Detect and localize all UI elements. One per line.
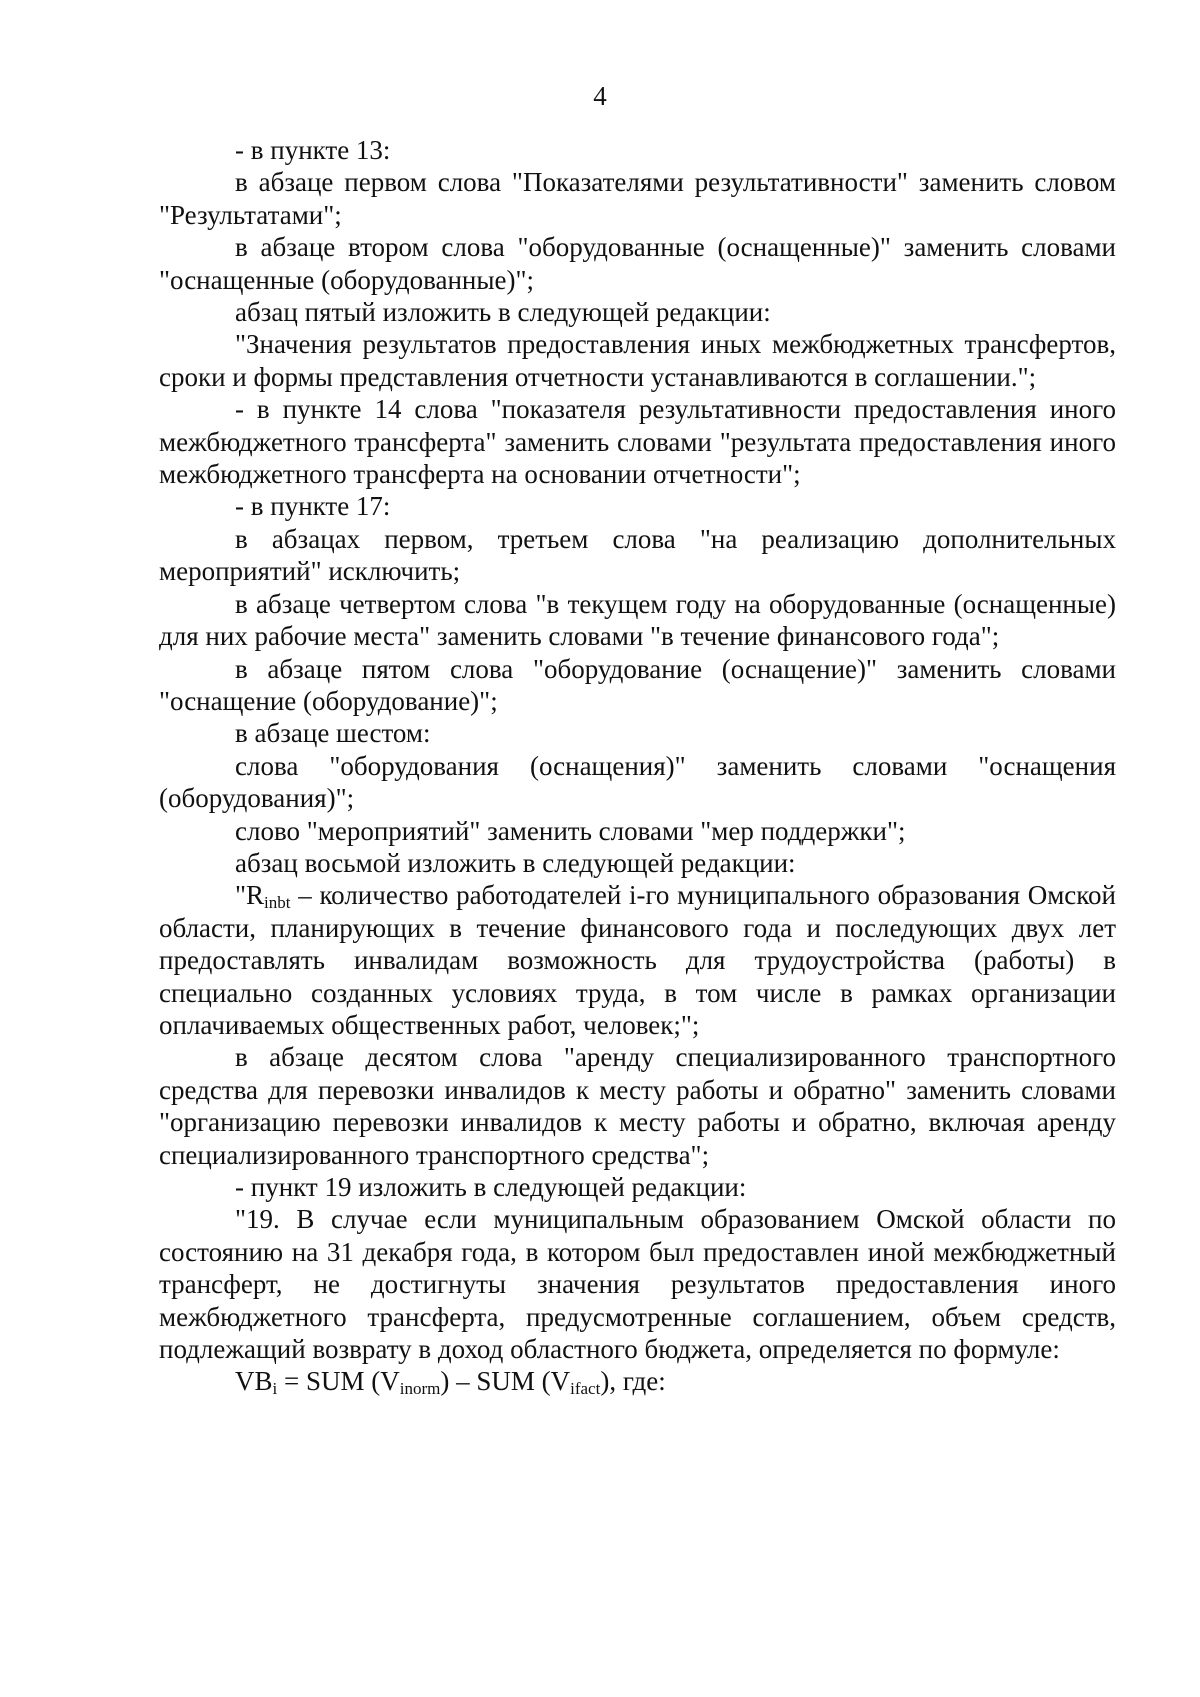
rinbt-subscript: inbt: [264, 893, 291, 913]
formula-vnorm-subscript: inorm: [399, 1379, 441, 1399]
paragraph: в абзаце десятом слова "аренду специализированного транспортного средства для перевозки инвалидов к месту работы и обратно" заменить словами "организацию перевозки инвалидов к месту работы и обратно, включая аренду специализированного транспортного средства";: [159, 1042, 1116, 1170]
formula-part: ) – SUM (V: [440, 1366, 571, 1397]
paragraph: "Значения результатов предоставления иных межбюджетных трансфертов, сроки и формы представления отчетности устанавливаются в соглашении.";: [159, 329, 1116, 392]
paragraph: слово "мероприятий" заменить словами "мер поддержки";: [235, 815, 906, 846]
formula-tail: ), где:: [600, 1366, 666, 1397]
paragraph: - в пункте 14 слова "показателя результативности предоставления иного межбюджетного трансферта" заменить словами "результата предоставления иного межбюджетного трансферта на основании отчетности";: [159, 394, 1116, 490]
paragraph: в абзацах первом, третьем слова "на реализацию дополнительных мероприятий" исключить;: [159, 523, 1116, 587]
formula-part: = SUM (V: [277, 1366, 400, 1397]
formula-vb-subscript: i: [272, 1379, 278, 1399]
formula: [159, 1365, 1116, 1397]
paragraph: абзац восьмой изложить в следующей редакции:: [235, 847, 796, 878]
paragraph: - пункт 19 изложить в следующей редакции:: [235, 1172, 747, 1202]
paragraph: - в пункте 17:: [235, 491, 391, 522]
paragraph: - в пункте 13:: [235, 135, 391, 165]
formula-vb: VB: [235, 1366, 273, 1397]
paragraph: в абзаце четвертом слова "в текущем году на оборудованные (оснащенные) для них рабочие места" заменить словами "в течение финансового года";: [159, 588, 1116, 652]
rinbt-rest: – количество работодателей i-го муниципального образования Омской области, планирующих в течение финансового года и последующих двух лет предоставлять инвалидам возможность для трудоустройства (работы) в специально созданных условиях труда, в том числе в рамках организации оплачиваемых общественных работ, человек;";: [159, 880, 1116, 1040]
paragraph: слова "оборудования (оснащения)" заменить словами "оснащения (оборудования)";: [159, 750, 1116, 814]
paragraph: абзац пятый изложить в следующей редакции:: [235, 297, 771, 328]
paragraph: в абзаце шестом:: [235, 718, 431, 749]
paragraph: "19. В случае если муниципальным образованием Омской области по состоянию на 31 декабря года, в котором был предоставлен иной межбюджетный трансферт, не достигнуты значения результатов предоставления иного межбюджетного трансферта, предусмотренные соглашением, объем средств, подлежащий возврату в доход областного бюджета, определяется по формуле:: [159, 1204, 1116, 1365]
rinbt-definition-paragraph: [159, 879, 1116, 1041]
page-number: 4: [593, 81, 607, 111]
formula-vfact-subscript: ifact: [570, 1379, 601, 1399]
paragraph: в абзаце втором слова "оборудованные (оснащенные)" заменить словами "оснащенные (оборудованные)";: [159, 232, 1116, 295]
rinbt-open: "R: [235, 880, 265, 911]
paragraph: в абзаце первом слова "Показателями результативности" заменить словом "Результатами";: [159, 167, 1116, 230]
document-body: [159, 134, 1116, 1398]
paragraph: в абзаце пятом слова "оборудование (оснащение)" заменить словами "оснащение (оборудование)";: [159, 653, 1116, 716]
